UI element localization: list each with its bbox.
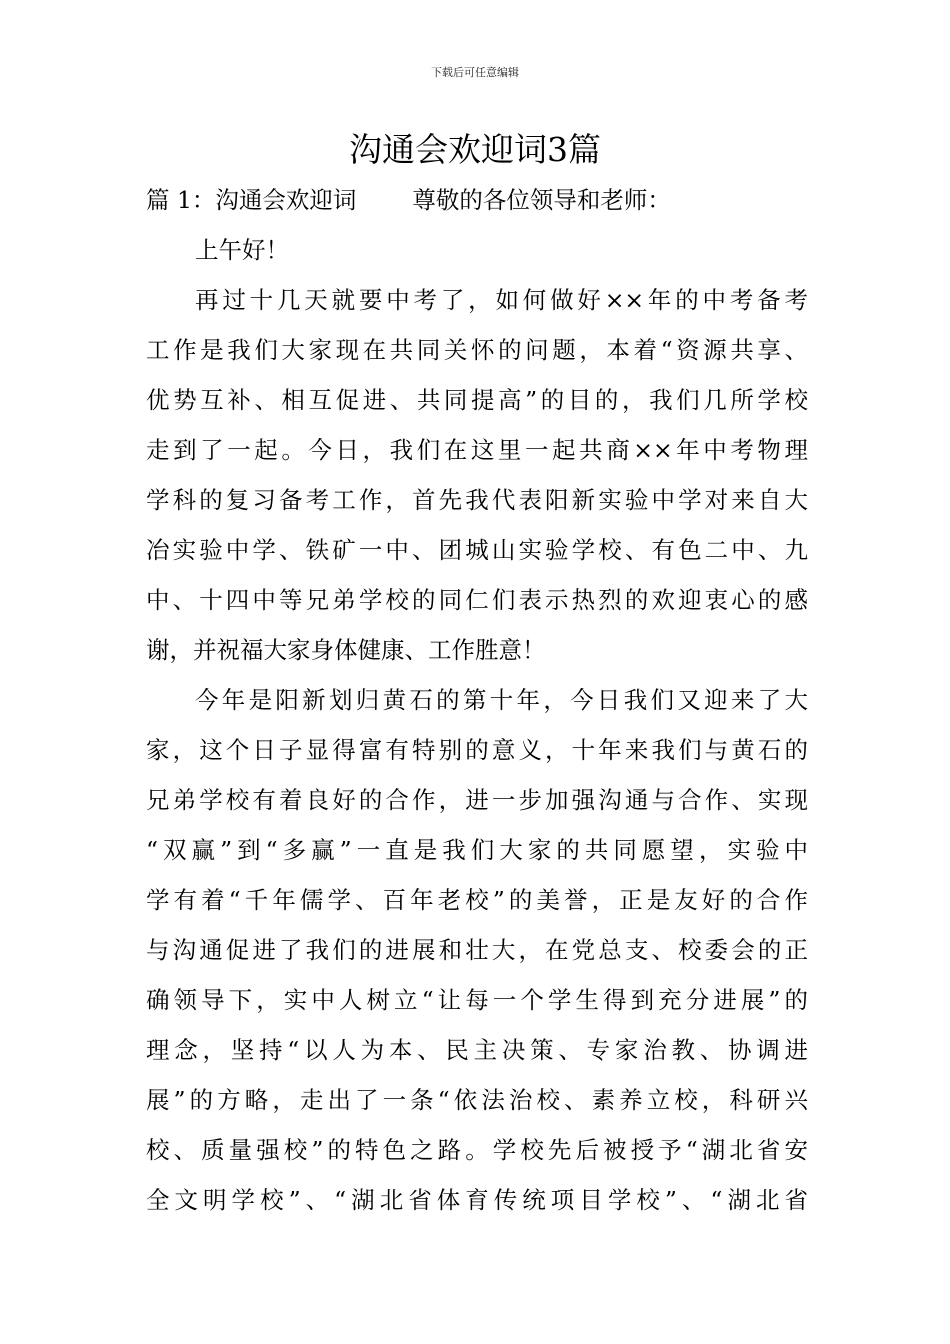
paragraph-line: “双赢”到“多赢”一直是我们大家的共同愿望，实验中	[146, 836, 808, 864]
paragraph-line: 展”的方略，走出了一条“依法治校、素养立校，科研兴	[146, 1086, 808, 1114]
paragraph-line: 走到了一起。今日，我们在这里一起共商××年中考物理	[146, 436, 808, 464]
section-label: 篇 1：沟通会欢迎词	[146, 186, 357, 214]
paragraph-line: 校、质量强校”的特色之路。学校先后被授予“湖北省安	[146, 1136, 808, 1164]
header-note: 下载后可任意编辑	[431, 66, 519, 79]
document-title: 沟通会欢迎词3篇	[349, 130, 601, 169]
paragraph-line: 再过十几天就要中考了，如何做好××年的中考备考	[195, 286, 808, 314]
paragraph-line: 学科的复习备考工作，首先我代表阳新实验中学对来自大	[146, 486, 808, 514]
paragraph-line: 家，这个日子显得富有特别的意义，十年来我们与黄石的	[146, 736, 808, 764]
paragraph-line: 与沟通促进了我们的进展和壮大，在党总支、校委会的正	[146, 936, 808, 964]
paragraph-line: 优势互补、相互促进、共同提高”的目的，我们几所学校	[146, 386, 808, 414]
paragraph-line: 冶实验中学、铁矿一中、团城山实验学校、有色二中、九	[146, 536, 808, 564]
paragraph-line: 今年是阳新划归黄石的第十年，今日我们又迎来了大	[195, 686, 808, 714]
paragraph-line: 工作是我们大家现在共同关怀的问题，本着“资源共享、	[146, 336, 808, 364]
paragraph-line: 确领导下，实中人树立“让每一个学生得到充分进展”的	[146, 986, 808, 1014]
section-heading	[146, 184, 808, 216]
paragraph-line: 谢，并祝福大家身体健康、工作胜意！	[146, 636, 546, 664]
paragraph-line: 理念，坚持“以人为本、民主决策、专家治教、协调进	[146, 1036, 808, 1064]
paragraph-line: 上午好！	[195, 236, 289, 264]
paragraph-line: 中、十四中等兄弟学校的同仁们表示热烈的欢迎衷心的感	[146, 586, 808, 614]
paragraph-line: 学有着“千年儒学、百年老校”的美誉，正是友好的合作	[146, 886, 808, 914]
paragraph-line: 全文明学校”、“湖北省体育传统项目学校”、“湖北省	[146, 1186, 808, 1214]
salutation: 尊敬的各位领导和老师：	[412, 186, 671, 214]
paragraph-line: 兄弟学校有着良好的合作，进一步加强沟通与合作、实现	[146, 786, 808, 814]
